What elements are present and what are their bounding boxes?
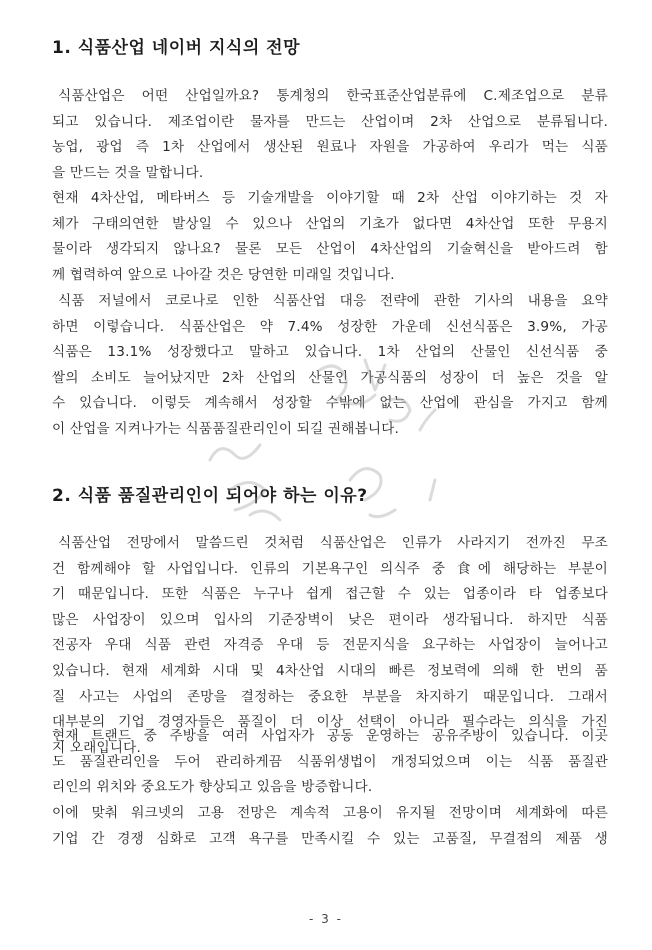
text-line: 하면 이렇습니다. 식품산업은 약 7.4% 성장한 가운데 신선식품은 3.9%, 가공 (52, 318, 608, 335)
text-line: 현재 트랜드 중 주방을 여러 사업자가 공동 운영하는 공유주방이 있습니다. 이곳 (52, 728, 608, 744)
text-line: 이에 맞춰 워크넷의 고용 전망은 계속적 고용이 유지될 전망이며 세계화에 따른 (52, 805, 608, 821)
section-2-heading: 2. 식품 품질관리인이 되어야 하는 이유? (52, 486, 368, 506)
section-1-paragraph-3 (52, 289, 608, 443)
text-line: 기업 간 경쟁 심화로 고객 욕구를 만족시킬 수 있는 고품질, 무결점의 제품 생 (52, 830, 608, 847)
text-line: 기 때문입니다. 또한 식품은 누구나 쉽게 접근할 수 있는 업종이라 타 업종보다 (52, 586, 608, 603)
text-line: 있습니다. 현재 세계화 시대 및 4차산업 시대의 빠른 정보력에 의해 한 번의 품 (52, 662, 608, 679)
text-line: 식품은 13.1% 성장했다고 말하고 있습니다. 1차 산업의 산물인 신선식품 중 (52, 344, 608, 361)
text-line: 대부분의 기업 경영자들은 품질이 더 이상 선택이 아니라 필수라는 의식을 가진 (52, 714, 608, 731)
text-line: 쌀의 소비도 늘어났지만 2차 산업의 산물인 가공식품의 성장이 더 높은 것을 알 (52, 369, 608, 386)
section-1-paragraph-1 (52, 84, 608, 186)
section-1-heading: 1. 식품산업 네이버 지식의 전망 (52, 38, 301, 58)
text-line: 현재 4차산업, 메타버스 등 기술개발을 이야기할 때 2차 산업 이야기하는 것 자 (52, 190, 608, 206)
text-line: 지 오래입니다. (52, 739, 142, 756)
text-line: 체가 구태의연한 발상일 수 있으나 산업의 기초가 없다면 4차산업 또한 무용지 (52, 215, 608, 232)
text-line: 식품산업 전망에서 말씀드린 것처럼 식품산업은 인류가 사라지기 전까진 무조 (58, 535, 608, 551)
text-line: 많은 사업장이 있으며 입사의 기준장벽이 낮은 편이라 생각됩니다. 하지만 식품 (52, 611, 608, 628)
text-line: 리인의 위치와 중요도가 향상되고 있음을 방증합니다. (52, 779, 373, 796)
text-line: 전공자 우대 식품 관련 자격증 우대 등 전문지식을 요구하는 사업장이 늘어나고 (52, 637, 608, 654)
text-line: 물이라 생각되지 않나요? 물론 모든 산업이 4차산업의 기술혁신을 받아드려 함 (52, 241, 608, 258)
section-1-paragraph-2 (52, 186, 608, 288)
text-line: 식품 저널에서 코로나로 인한 식품산업 대응 전략에 관한 기사의 내용을 요약 (58, 293, 608, 309)
text-line: 도 품질관리인을 두어 관리하게끔 식품위생법이 개정되었으며 이는 식품 품질관 (52, 753, 608, 770)
text-line: 건 함께해야 할 사업입니다. 인류의 기본욕구인 의식주 중 食에 해당하는 부분이 (52, 560, 608, 577)
text-line: 이 산업을 지켜나가는 식품품질관리인이 되길 권해봅니다. (52, 420, 400, 437)
page-number: - 3 - (309, 912, 343, 926)
section-2-paragraph-2 (52, 724, 608, 801)
text-line: 식품산업은 어떤 산업일까요? 통계청의 한국표준산업분류에 C.제조업으로 분류 (58, 88, 608, 104)
text-line: 께 협력하여 앞으로 나아갈 것은 당연한 미래일 것입니다. (52, 266, 395, 283)
text-line: 되고 있습니다. 제조업이란 물자를 만드는 산업이며 2차 산업으로 분류됩니다. (52, 113, 608, 130)
text-line: 농업, 광업 즉 1차 산업에서 생산된 원료나 자원을 가공하여 우리가 먹는 식품 (52, 139, 608, 156)
section-2-paragraph-3 (52, 801, 608, 852)
text-line: 수 있습니다. 이렇듯 계속해서 성장할 수밖에 없는 산업에 관심을 가지고 함께 (52, 395, 608, 412)
text-line: 질 사고는 사업의 존망을 결정하는 중요한 부분을 차지하기 때문입니다. 그래서 (52, 688, 608, 705)
text-line: 을 만드는 것을 말합니다. (52, 164, 204, 181)
